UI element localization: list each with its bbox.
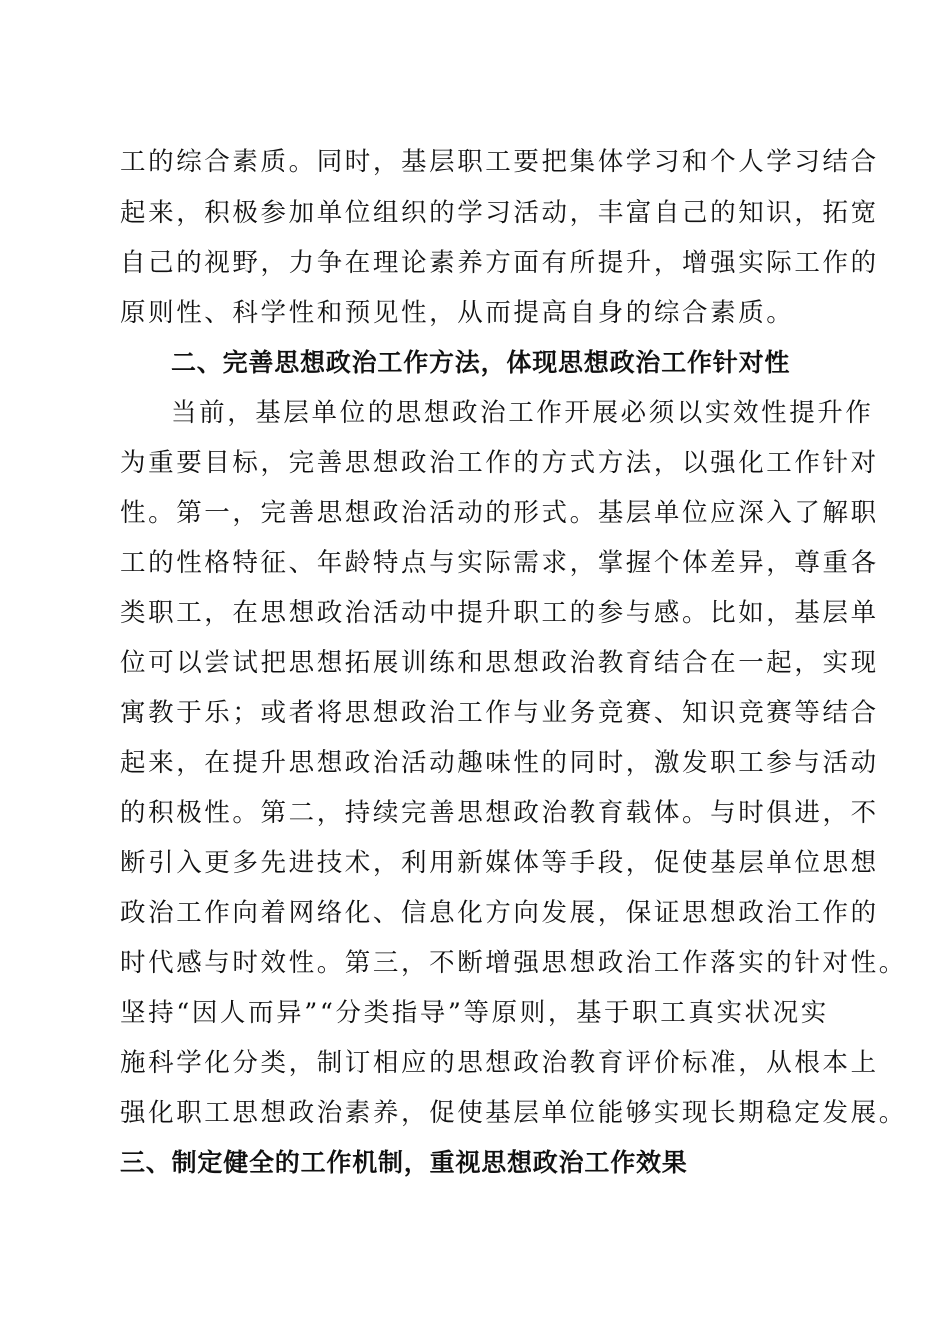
paragraph-2-line-2: 为重要目标，完善思想政治工作的方式方法，以强化工作针对	[120, 448, 879, 478]
paragraph-2-line-4: 工的性格特征、年龄特点与实际需求，掌握个体差异，尊重各	[120, 548, 879, 578]
paragraph-1-line-3: 自己的视野，力争在理论素养方面有所提升，增强实际工作的	[120, 248, 879, 278]
paragraph-2-line-7: 寓教于乐；或者将思想政治工作与业务竞赛、知识竞赛等结合	[120, 698, 879, 728]
paragraph-1-line-1: 工的综合素质。同时，基层职工要把集体学习和个人学习结合	[120, 147, 879, 177]
section-heading-3: 三、制定健全的工作机制，重视思想政治工作效果	[120, 1148, 688, 1177]
paragraph-2-line-15: 强化职工思想政治素养，促使基层单位能够实现长期稳定发展。	[120, 1098, 907, 1128]
paragraph-2-line-13: 坚持“因人而异”“分类指导”等原则，基于职工真实状况实	[120, 998, 829, 1028]
paragraph-1-line-4: 原则性、科学性和预见性，从而提高自身的综合素质。	[120, 298, 795, 328]
paragraph-2-line-8: 起来，在提升思想政治活动趣味性的同时，激发职工参与活动	[120, 748, 879, 778]
paragraph-2-line-3: 性。第一，完善思想政治活动的形式。基层单位应深入了解职	[120, 498, 879, 528]
paragraph-2-line-9: 的积极性。第二，持续完善思想政治教育载体。与时俱进，不	[120, 798, 879, 828]
paragraph-2-line-5: 类职工，在思想政治活动中提升职工的参与感。比如，基层单	[120, 598, 879, 628]
paragraph-1-line-2: 起来，积极参加单位组织的学习活动，丰富自己的知识，拓宽	[120, 198, 879, 228]
paragraph-2-line-1: 当前，基层单位的思想政治工作开展必须以实效性提升作	[171, 398, 874, 428]
paragraph-2-line-12: 时代感与时效性。第三，不断增强思想政治工作落实的针对性。	[120, 948, 907, 978]
paragraph-2-line-11: 政治工作向着网络化、信息化方向发展，保证思想政治工作的	[120, 898, 879, 928]
paragraph-2-line-10: 断引入更多先进技术，利用新媒体等手段，促使基层单位思想	[120, 848, 879, 878]
section-heading-2: 二、完善思想政治工作方法，体现思想政治工作针对性	[171, 348, 791, 377]
paragraph-2-line-14: 施科学化分类，制订相应的思想政治教育评价标准，从根本上	[120, 1048, 879, 1078]
paragraph-2-line-6: 位可以尝试把思想拓展训练和思想政治教育结合在一起，实现	[120, 648, 879, 678]
